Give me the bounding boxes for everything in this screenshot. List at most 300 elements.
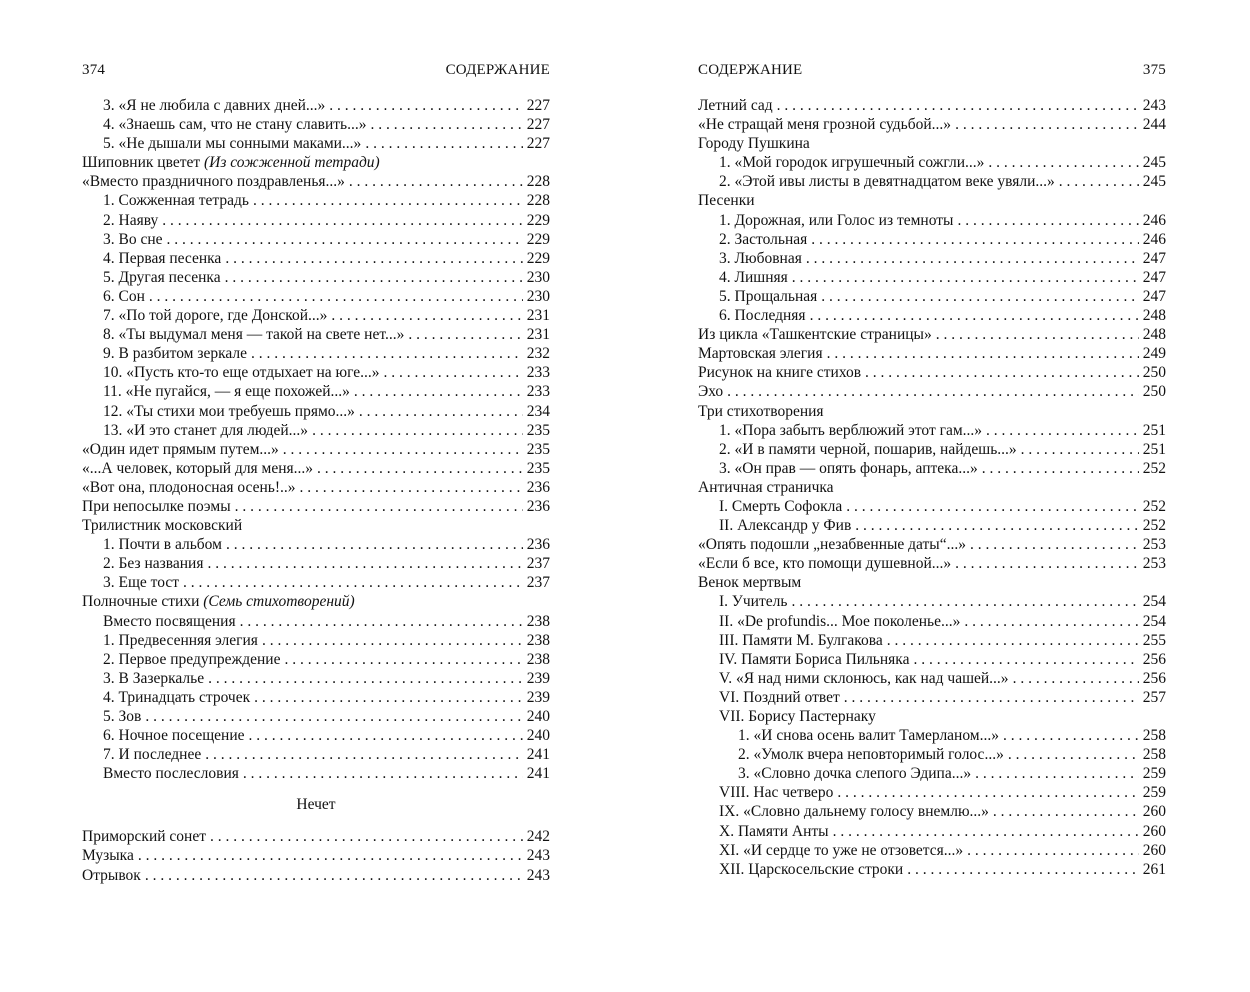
dot-leader [254,688,523,707]
toc-entry-page: 228 [526,192,550,210]
toc-entry-subtitle: (Семь стихотворений) [203,593,355,611]
dot-leader [791,592,1138,611]
toc-entry [698,211,1166,230]
toc-entry [698,115,1166,134]
dot-leader [988,153,1138,172]
toc-entry-page: 243 [526,847,550,865]
toc-entry-page: 260 [1142,841,1166,859]
toc-entry [82,153,550,172]
toc-entry-title: Античная страничка [698,478,834,496]
toc-entry-title: 12. «Ты стихи мои требуешь прямо...» [103,402,355,420]
toc-entry-title: Рисунок на книге стихов [698,364,862,382]
toc-entry [698,382,1166,401]
toc-entry-page: 253 [1142,536,1166,554]
dot-leader [208,669,523,688]
toc-entry-title: 1. «Мой городок игрушечный сожгли...» [719,154,985,172]
dot-leader [145,707,522,726]
toc-entry-title: I. Учитель [719,593,788,611]
toc-entry-page: 251 [1142,421,1166,439]
toc-entry-title: «Вот она, плодоносная осень!..» [82,478,296,496]
dot-leader [913,650,1138,669]
toc-entry-page: 237 [526,574,550,592]
toc-entry-page: 259 [1142,784,1166,802]
page-number: 374 [82,62,106,78]
dot-leader [370,115,522,134]
toc-entry [82,306,550,325]
toc-entry [82,573,550,592]
toc-entry-page: 236 [526,497,550,515]
toc-entry [82,827,550,846]
toc-entry-title: XII. Царскосельские строки [719,860,904,878]
dot-leader [145,866,523,885]
toc-entry-page: 242 [526,828,550,846]
toc-entry-page: 236 [526,478,550,496]
toc-entry-title: 1. Предвесенняя элегия [103,631,258,649]
toc-entry [698,764,1166,783]
toc-entry-page: 243 [526,866,550,884]
toc-entry-page: 259 [1142,765,1166,783]
toc-entry-title: Трилистник московский [82,517,243,535]
toc-entry-page: 251 [1142,440,1166,458]
toc-entry-page: 253 [1142,555,1166,573]
dot-leader [284,650,522,669]
toc-entry-page: 243 [1142,97,1166,114]
toc-entry [82,325,550,344]
toc-entry [698,134,1166,153]
toc-entry [698,287,1166,306]
toc-entry-title: Приморский сонет [82,828,206,846]
toc-entry-page: 248 [1142,307,1166,325]
toc-entry [698,96,1166,115]
toc-entry [698,688,1166,707]
dot-leader [811,230,1139,249]
toc-entry-page: 249 [1142,345,1166,363]
toc-entry-title: 2. «Этой ивы листы в девятнадцатом веке увяли...» [719,173,1055,191]
toc-entry [698,822,1166,841]
dot-leader [792,268,1139,287]
toc-entry-title: 5. «Не дышали мы сонными маками...» [103,135,362,153]
toc-entry-title: VII. Борису Пастернаку [719,708,876,725]
toc-entry-page: 252 [1142,497,1166,515]
toc-entry [82,363,550,382]
dot-leader [331,306,522,325]
dot-leader [312,421,523,440]
dot-leader [317,459,523,478]
toc-entry-title: 7. И последнее [103,746,202,764]
toc-entry-title: II. «De profundis... Мое поколенье...» [719,612,961,630]
toc-entry-title: 1. Дорожная, или Голос из темноты [719,211,954,229]
toc-entry-title: 1. Сожженная тетрадь [103,192,249,210]
toc-entry-page: 256 [1142,669,1166,687]
toc-entry-page: 231 [526,307,550,325]
toc-entry [698,249,1166,268]
toc-entry-title: Вместо посвящения [103,612,236,630]
toc-entry-title: «Вместо праздничного поздравленья...» [82,173,345,191]
toc-entry-title: 2. Наяву [103,211,159,229]
toc-entry [82,402,550,421]
toc-entry [82,612,550,631]
dot-leader [993,802,1139,821]
toc-entry [82,96,550,115]
toc-entry-title: VI. Поздний ответ [719,688,840,706]
toc-entry-title: 13. «И это станет для людей...» [103,421,309,439]
toc-entry [698,745,1166,764]
toc-entry-page: 230 [526,287,550,305]
dot-leader [955,554,1139,573]
dot-leader [253,191,523,210]
dot-leader [907,860,1139,879]
dot-leader [329,96,522,115]
toc-entry-title: Венок мертвым [698,574,802,592]
toc-entry [698,459,1166,478]
toc-entry-page: 252 [1142,517,1166,535]
toc-entry-page: 239 [526,669,550,687]
dot-leader [865,363,1139,382]
toc-entry-page: 244 [1142,116,1166,134]
toc-entry-title: 4. Лишняя [719,268,788,286]
toc-entry-page: 238 [526,612,550,630]
toc-entry [82,421,550,440]
toc-entry [698,497,1166,516]
toc-entry-title: Три стихотворения [698,402,824,420]
toc-entry [82,249,550,268]
toc-entry-title: 1. «Пора забыть верблюжий этот гам...» [719,421,983,439]
dot-leader [821,287,1138,306]
dot-leader [359,402,523,421]
dot-leader [262,631,523,650]
toc-entry-title: Полночные стихи (Семь стихотворений) [82,593,355,611]
toc-entry [82,726,550,745]
dot-leader [1059,172,1139,191]
table-of-contents [698,96,1166,879]
dot-leader [183,573,523,592]
toc-entry-page: 235 [526,421,550,439]
dot-leader [225,268,523,287]
toc-entry-title: 3. Во сне [103,230,163,248]
toc-entry-title: 1. Почти в альбом [103,536,222,554]
toc-entry-page: 227 [526,116,550,134]
toc-entry-page: 260 [1142,803,1166,821]
toc-entry-title: V. «Я над ними склонюсь, как над чашей...» [719,669,1009,687]
toc-entry [698,421,1166,440]
toc-entry [698,306,1166,325]
dot-leader [1021,440,1139,459]
toc-entry [82,650,550,669]
dot-leader [349,172,523,191]
dot-leader [846,497,1139,516]
dot-leader [240,612,523,631]
toc-entry-title: 5. Другая песенка [103,268,221,286]
toc-entry [82,688,550,707]
dot-leader [844,688,1139,707]
toc-entry-title: Музыка [82,847,134,865]
toc-entry-title: Отрывок [82,866,141,884]
toc-entry-page: 246 [1142,230,1166,248]
toc-entry-page: 258 [1142,746,1166,764]
toc-entry [698,554,1166,573]
toc-entry [698,650,1166,669]
toc-entry-title: 3. В Зазеркалье [103,669,205,687]
toc-entry [82,230,550,249]
toc-entry-page: 241 [526,765,550,783]
page-header [82,60,550,80]
toc-entry-title: 3. «Словно дочка слепого Эдипа...» [738,765,972,783]
toc-entry-page: 228 [526,173,550,191]
dot-leader [837,783,1138,802]
section-title: Нечет [296,796,336,814]
toc-entry [698,402,1166,421]
toc-entry-page: 247 [1142,268,1166,286]
toc-entry [82,535,550,554]
toc-entry-page: 241 [526,746,550,764]
dot-leader [243,764,523,783]
dot-leader [986,421,1139,440]
toc-entry-page: 229 [526,211,550,229]
toc-entry [698,573,1166,592]
toc-entry-page: 235 [526,459,550,477]
toc-entry [698,440,1166,459]
toc-entry-title: 1. «И снова осень валит Тамерланом...» [738,727,999,745]
toc-entry [698,783,1166,802]
toc-entry [698,841,1166,860]
dot-leader [975,764,1139,783]
toc-entry-title: I. Смерть Софокла [719,497,843,515]
dot-leader [955,115,1139,134]
dot-leader [970,535,1139,554]
toc-entry [82,268,550,287]
toc-entry [698,172,1166,191]
dot-leader [149,287,523,306]
toc-entry [82,211,550,230]
toc-entry [698,325,1166,344]
toc-entry-title: 6. Последняя [719,307,806,325]
toc-entry [82,344,550,363]
toc-entry [82,846,550,865]
toc-entry-page: 245 [1142,154,1166,172]
toc-entry [698,802,1166,821]
toc-entry-title: 4. Первая песенка [103,249,222,267]
toc-entry-title: 3. «Я не любила с давних дней...» [103,97,326,114]
dot-leader [727,382,1139,401]
dot-leader [167,230,523,249]
toc-entry [698,669,1166,688]
toc-entry [698,191,1166,210]
toc-entry-page: 238 [526,650,550,668]
dot-leader [887,631,1139,650]
toc-entry-page: 240 [526,727,550,745]
toc-entry-title: Песенки [698,192,755,210]
dot-leader [249,726,523,745]
toc-entry-page: 231 [526,326,550,344]
toc-entry-page: 234 [526,402,550,420]
toc-entry [82,287,550,306]
toc-entry [82,866,550,885]
dot-leader [967,841,1139,860]
toc-entry [698,153,1166,172]
toc-entry-page: 252 [1142,459,1166,477]
dot-leader [1008,745,1139,764]
running-title: СОДЕРЖАНИЕ [445,62,550,78]
toc-entry-title: 4. «Знаешь сам, что не стану славить...» [103,116,367,134]
dot-leader [806,249,1139,268]
dot-leader [283,440,523,459]
toc-entry-page: 254 [1142,612,1166,630]
toc-entries [82,96,550,783]
toc-entry [82,459,550,478]
toc-entries [82,827,550,884]
toc-entry-title: 2. Застольная [719,230,808,248]
toc-entry [698,726,1166,745]
left-page [82,0,550,992]
toc-entry [82,516,550,535]
toc-entry-title: 9. В разбитом зеркале [103,345,248,363]
dot-leader [408,325,522,344]
toc-entry-page: 229 [526,249,550,267]
toc-entry-title: Эхо [698,383,724,401]
toc-entry-page: 261 [1142,860,1166,878]
toc-entry-title: «Не стращай меня грозной судьбой...» [698,116,952,134]
toc-entry [82,707,550,726]
toc-entry [698,535,1166,554]
toc-entry [698,478,1166,497]
toc-entry [698,592,1166,611]
toc-entry-page: 260 [1142,822,1166,840]
toc-entry-title: 2. «И в памяти черной, пошарив, найдешь...» [719,440,1017,458]
toc-entry [698,363,1166,382]
toc-entry-title: 3. Еще тост [103,574,180,592]
toc-entry [82,440,550,459]
toc-entry [698,344,1166,363]
toc-entry [698,268,1166,287]
toc-entry-title: 2. Без названия [103,555,204,573]
toc-entry [82,478,550,497]
toc-entry-title: 4. Тринадцать строчек [103,688,251,706]
toc-entry-page: 232 [526,345,550,363]
toc-entry-title: Вместо послесловия [103,765,239,783]
toc-entry-title: 5. Зов [103,708,142,725]
toc-entry-title: IV. Памяти Бориса Пильняка [719,650,910,668]
toc-entry-title: 5. Прощальная [719,287,818,305]
toc-entry-page: 235 [526,440,550,458]
toc-entry-title: 6. Сон [103,287,145,305]
toc-entry [698,860,1166,879]
dot-leader [827,344,1139,363]
toc-entry-page: 247 [1142,249,1166,267]
running-title: СОДЕРЖАНИЕ [698,62,803,78]
toc-entry [82,554,550,573]
toc-entry [82,592,550,611]
toc-entry [698,631,1166,650]
toc-entry-page: 238 [526,631,550,649]
toc-entry-title: Шиповник цветет (Из сожженной тетради) [82,154,380,172]
dot-leader [777,96,1139,115]
toc-entry-title: 8. «Ты выдумал меня — такой на свете нет...» [103,326,405,344]
dot-leader [1013,669,1139,688]
toc-entry-page: 254 [1142,593,1166,611]
toc-entry-title: 10. «Пусть кто-то еще отдыхает на юге...» [103,364,380,382]
dot-leader [1003,726,1139,745]
toc-entry-page: 230 [526,268,550,286]
toc-entry [82,172,550,191]
toc-entry-page: 229 [526,230,550,248]
dot-leader [833,822,1139,841]
dot-leader [235,497,523,516]
toc-entry-title: Городу Пушкина [698,135,810,153]
toc-entry-title: Мартовская элегия [698,345,823,363]
toc-entry-title: Летний сад [698,97,773,114]
toc-entry-title: При непосылке поэмы [82,497,231,515]
dot-leader [855,516,1138,535]
dot-leader [982,459,1139,478]
toc-entry [82,134,550,153]
table-of-contents [82,96,550,885]
toc-entry-page: 256 [1142,650,1166,668]
toc-entry-title: «Опять подошли „незабвенные даты“...» [698,536,966,554]
toc-entry [698,707,1166,726]
toc-entry-page: 250 [1142,383,1166,401]
toc-entry-page: 255 [1142,631,1166,649]
toc-entry-title: 11. «Не пугайся, — я еще похожей...» [103,383,350,401]
toc-entry-page: 237 [526,555,550,573]
toc-entry-page: 233 [526,364,550,382]
toc-entry [82,764,550,783]
toc-entry-title: II. Александр у Фив [719,517,852,535]
toc-entry-title: III. Памяти М. Булгакова [719,631,883,649]
toc-entry-page: 257 [1142,688,1166,706]
toc-entry-title: 2. Первое предупреждение [103,650,281,668]
dot-leader [207,554,522,573]
toc-entry [82,745,550,764]
toc-entry-page: 227 [526,97,550,114]
page-number: 375 [1142,62,1166,78]
dot-leader [162,211,523,230]
toc-entry-title: Из цикла «Ташкентские страницы» [698,326,932,344]
toc-entry [82,497,550,516]
dot-leader [138,846,523,865]
dot-leader [810,306,1139,325]
toc-entry [82,382,550,401]
toc-entry-page: 236 [526,536,550,554]
toc-entry-page: 245 [1142,173,1166,191]
toc-entry-page: 250 [1142,364,1166,382]
toc-entry-page: 246 [1142,211,1166,229]
right-page [698,0,1166,992]
toc-entry-title: IX. «Словно дальнему голосу внемлю...» [719,803,989,821]
toc-entry-page: 227 [526,135,550,153]
toc-entry-page: 239 [526,688,550,706]
dot-leader [365,134,522,153]
page-header [698,60,1166,80]
dot-leader [936,325,1139,344]
dot-leader [210,827,523,846]
toc-entry [82,115,550,134]
toc-entry-page: 258 [1142,727,1166,745]
toc-entry [698,516,1166,535]
toc-entry-title: 7. «По той дороге, где Донской...» [103,307,328,325]
dot-leader [251,344,523,363]
toc-entry-title: VIII. Нас четверо [719,784,834,802]
dot-leader [226,535,523,554]
dot-leader [225,249,522,268]
toc-entry-page: 248 [1142,326,1166,344]
toc-entry-title: X. Памяти Анты [719,822,829,840]
toc-entry [698,230,1166,249]
toc-entry [82,191,550,210]
dot-leader [205,745,523,764]
toc-entry-title: 3. Любовная [719,249,802,267]
dot-leader [964,612,1138,631]
toc-entry-title: «...А человек, который для меня...» [82,459,314,477]
